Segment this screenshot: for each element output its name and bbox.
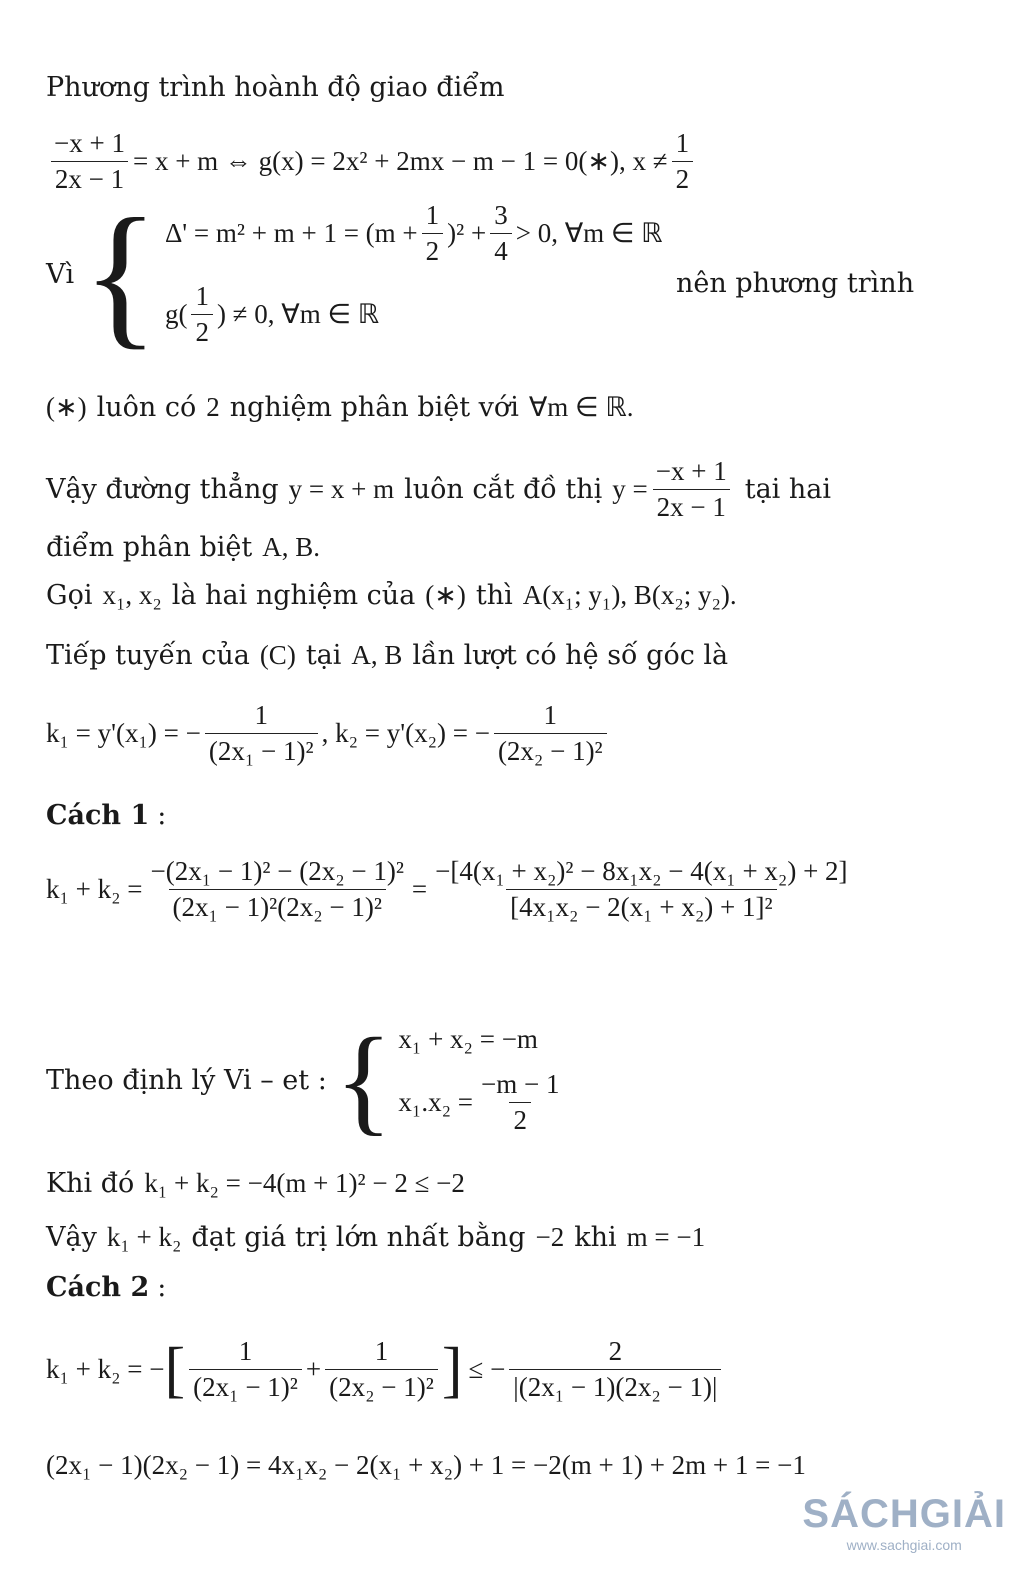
vieta-system: Theo định lý Vi – et : { x₁ + x₂ = −m x₁.x₂ = $\frac{-m - 1}{2}$ — [46, 1024, 567, 1136]
fraction: $\frac{-x + 1}{2x - 1}$ — [50, 128, 129, 195]
fraction: $\frac{-m - 1}{2}$ — [480, 1069, 560, 1135]
slope-formulas: k₁ = y'(x₁) = − $\frac{1}{\text{(2x₁ − 1)²}}$ , k₂ = y'(x₂) = − $\frac{1}{\text{(2x₂ − 1)²}}$ — [46, 700, 611, 767]
distinct-points-line: điểm phân biệt A, B. — [46, 532, 320, 563]
method-1-heading: Cách 1 : — [46, 800, 167, 831]
system-row: Δ' = m² + m + 1 = (m + $\frac{1}{2}$ )² + $\frac{3}{4}$ > 0, ∀m ∈ ℝ — [164, 200, 663, 266]
line-cuts-graph: Vậy đường thẳng y = x + m luôn cắt đồ thị y = $\frac{-x + 1}{2x - 1}$ tại hai — [46, 456, 832, 522]
roots-definition-line: Gọi x₁, x₂ là hai nghiệm của (∗) thì A(x₁; y₁), B(x₂; y₂). — [46, 580, 737, 611]
product-evaluation: (2x₁ − 1)(2x₂ − 1) = 4x₁x₂ − 2(x₁ + x₂) + 1 = −2(m + 1) + 2m + 1 = −1 — [46, 1450, 806, 1480]
because-label: Vì — [46, 258, 75, 290]
system-row: g( $\frac{1}{2}$ ) ≠ 0, ∀m ∈ ℝ — [164, 281, 380, 347]
fraction: $\frac{1}{\text{(2x₂ − 1)²}}$ — [494, 700, 607, 767]
equation-system — [334, 1013, 568, 1146]
equation-text: = x + m ⇔ g(x) = 2x² + 2mx − m − 1 = 0(∗), x ≠ — [132, 146, 668, 176]
discriminant-system — [46, 185, 663, 363]
logo-url: www.sachgiai.com — [846, 1537, 962, 1553]
fraction: $\frac{1}{\text{(2x₁ − 1)²}}$ — [205, 700, 318, 767]
two-roots-line: (∗) luôn có 2 nghiệm phân biệt với ∀m ∈ ℝ. — [46, 392, 634, 423]
sachgiai-logo — [802, 1492, 1006, 1553]
sum-of-slopes-method-1: k₁ + k₂ = $\frac{\text{−(2x₁ − 1)² − (2x₂ − 1)²}}{\text{(2x₁ − 1)²(2x₂ − 1)²}}$ = $\frac{\text{−[4(x₁ + x₂)² − 8x₁x₂ − 4(x₁ + x₂) + 2]}}{\text{[4x₁x₂ − 2(x₁ + x₂) + 1]²}}$ — [46, 856, 856, 923]
fraction: $\frac{\text{−[4(x₁ + x₂)² − 8x₁x₂ − 4(x₁ + x₂) + 2]}}{\text{[4x₁x₂ − 2(x₁ + x₂) + 1]²}}$ — [435, 856, 848, 922]
bracket: [ — [164, 1335, 186, 1404]
bracket: ] — [441, 1335, 463, 1404]
logo-brand: SÁCHGIẢI — [802, 1492, 1006, 1536]
fraction: $\frac{\text{−(2x₁ − 1)² − (2x₂ − 1)²}}{\text{(2x₁ − 1)²(2x₂ − 1)²}}$ — [150, 856, 404, 922]
fraction: $\frac{2}{\text{|(2x₁ − 1)(2x₂ − 1)|}}$ — [509, 1336, 721, 1403]
system-row: x₁.x₂ = $\frac{-m - 1}{2}$ — [398, 1069, 567, 1136]
sum-of-slopes-method-2: k₁ + k₂ = − [ $\frac{1}{\text{(2x₁ − 1)²}}$ + $\frac{1}{\text{(2x₂ − 1)²}}$ ] ≤ − $\frac{2}{\text{|(2x₁ − 1)(2x₂ − 1)|}}$ — [46, 1336, 725, 1403]
fraction: $\frac{1}{\text{(2x₂ − 1)²}}$ — [325, 1336, 438, 1403]
then-line: Khi đó k₁ + k₂ = −4(m + 1)² − 2 ≤ −2 — [46, 1168, 465, 1199]
intro-line — [46, 72, 504, 103]
max-value-line: Vậy k₁ + k₂ đạt giá trị lớn nhất bằng −2 khi m = −1 — [46, 1222, 706, 1253]
intro-text: Phương trình hoành độ giao điểm — [46, 72, 505, 103]
equation-system — [82, 185, 663, 363]
fraction: $\frac{1}{2}$ — [191, 281, 213, 348]
fraction: $\frac{3}{4}$ — [490, 200, 512, 267]
system-row: x₁ + x₂ = −m — [398, 1024, 538, 1054]
fraction: $\frac{-x + 1}{2x - 1}$ — [652, 456, 731, 523]
method-2-heading: Cách 2 : — [46, 1272, 167, 1303]
fraction: $\frac{1}{2}$ — [672, 128, 694, 195]
fraction: $\frac{1}{2}$ — [422, 200, 444, 267]
brace: { — [334, 1013, 393, 1146]
so-equation-line: nên phương trình — [676, 268, 915, 299]
fraction: $\frac{1}{\text{(2x₁ − 1)²}}$ — [189, 1336, 302, 1403]
brace: { — [82, 185, 159, 363]
tangent-line-text: Tiếp tuyến của (C) tại A, B lần lượt có hệ số góc là — [46, 640, 729, 671]
